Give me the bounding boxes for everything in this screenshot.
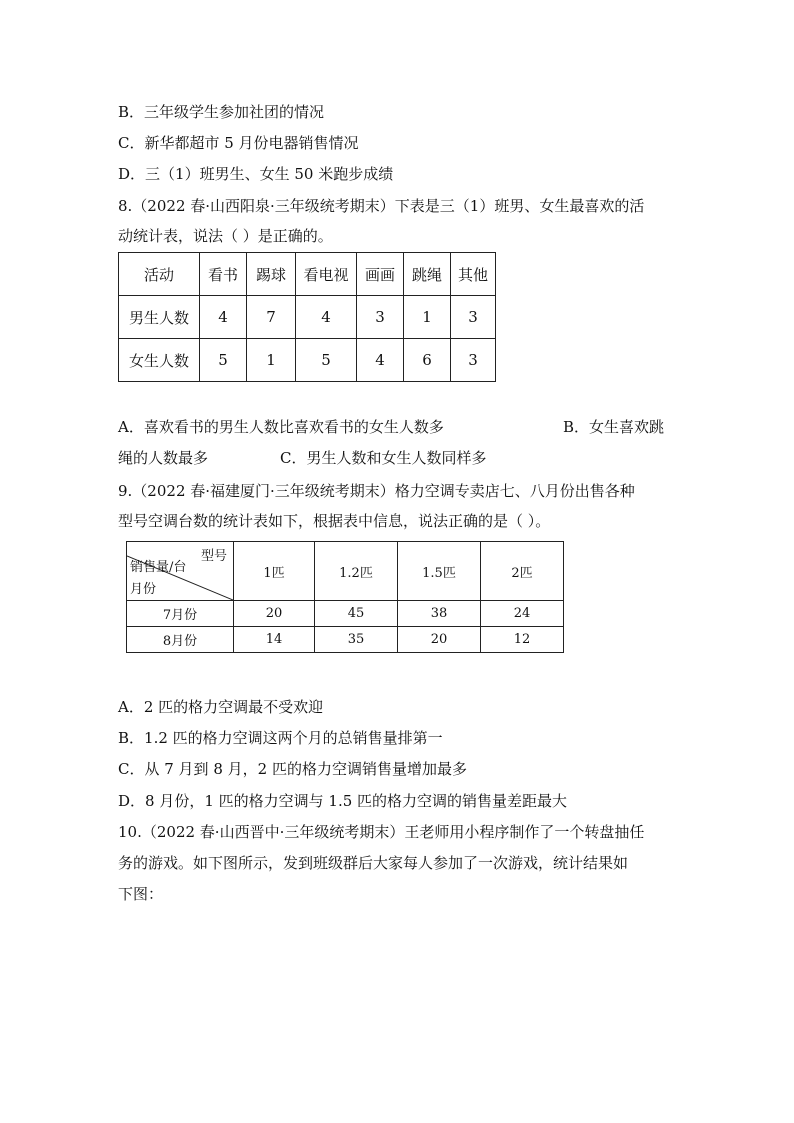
q9-option-a: A．2 匹的格力空调最不受欢迎 [118,698,324,716]
q10-stem-line2: 务的游戏。如下图所示，发到班级群后大家每人参加了一次游戏，统计结果如 [118,854,629,872]
q8-stem-line2: 动统计表，说法（ ）是正确的。 [118,227,333,245]
table-cell: 女生人数 [119,339,200,382]
table-cell: 4 [200,296,247,339]
table-cell: 7月份 [127,601,234,627]
q7-option-c: C．新华都超市 5 月份电器销售情况 [118,134,359,152]
table-cell: 6 [404,339,451,382]
table-cell: 3 [357,296,404,339]
q9-stem-line2: 型号空调台数的统计表如下，根据表中信息，说法正确的是（ ）。 [118,512,551,530]
table-cell: 7 [247,296,296,339]
table-cell: 20 [398,627,481,653]
q9-option-c: C．从 7 月到 8 月，2 匹的格力空调销售量增加最多 [118,760,467,778]
corner-label-sales: 销售量/台 [130,560,187,575]
table-cell: 14 [234,627,315,653]
q8-stem-line1: 8.（2022 春·山西阳泉·三年级统考期末）下表是三（1）班男、女生最喜欢的活 [118,197,645,215]
table-corner-cell [127,542,234,601]
table-cell: 38 [398,601,481,627]
table-header-row [127,542,564,601]
q9-option-d: D．8 月份，1 匹的格力空调与 1.5 匹的格力空调的销售量差距最大 [118,792,568,810]
table-row [127,627,564,653]
table-header-cell: 1.2匹 [315,542,398,601]
q9-stem-line1: 9.（2022 春·福建厦门·三年级统考期末）格力空调专卖店七、八月份出售各种 [118,482,635,500]
q8-option-b-part2: 绳的人数最多 [118,449,209,467]
table-row [119,296,496,339]
q8-option-c: C．男生人数和女生人数同样多 [280,449,487,467]
table-cell: 1 [404,296,451,339]
table-header-cell: 看书 [200,253,247,296]
q9-option-b: B．1.2 匹的格力空调这两个月的总销售量排第一 [118,729,443,747]
table-cell: 男生人数 [119,296,200,339]
table-header-cell: 其他 [451,253,496,296]
table-cell: 1 [247,339,296,382]
table-row [127,601,564,627]
table-cell: 12 [481,627,564,653]
q8-option-b-part1: B．女生喜欢跳 [563,418,665,436]
table-cell: 35 [315,627,398,653]
table-cell: 45 [315,601,398,627]
table-header-cell: 画画 [357,253,404,296]
table-row [119,339,496,382]
table-cell: 3 [451,296,496,339]
q10-stem-line3: 下图： [118,885,164,903]
table-header-cell: 看电视 [296,253,357,296]
table-cell: 20 [234,601,315,627]
table-header-cell: 1.5匹 [398,542,481,601]
table-header-row [119,253,496,296]
table-header-cell: 1匹 [234,542,315,601]
activity-table [118,252,496,382]
corner-label-model: 型号 [200,549,227,564]
corner-label-month: 月份 [130,582,157,597]
table-cell: 3 [451,339,496,382]
table-cell: 5 [296,339,357,382]
table-cell: 24 [481,601,564,627]
table-header-cell: 跳绳 [404,253,451,296]
aircon-sales-table [126,541,564,653]
q7-option-b: B．三年级学生参加社团的情况 [118,103,325,121]
q10-stem-line1: 10.（2022 春·山西晋中·三年级统考期末）王老师用小程序制作了一个转盘抽任 [118,823,645,841]
table-cell: 4 [296,296,357,339]
table-header-cell: 活动 [119,253,200,296]
table-header-cell: 踢球 [247,253,296,296]
q8-option-a: A．喜欢看书的男生人数比喜欢看书的女生人数多 [118,418,444,436]
q7-option-d: D．三（1）班男生、女生 50 米跑步成绩 [118,165,394,183]
table-cell: 5 [200,339,247,382]
table-cell: 4 [357,339,404,382]
table-header-cell: 2匹 [481,542,564,601]
table-cell: 8月份 [127,627,234,653]
